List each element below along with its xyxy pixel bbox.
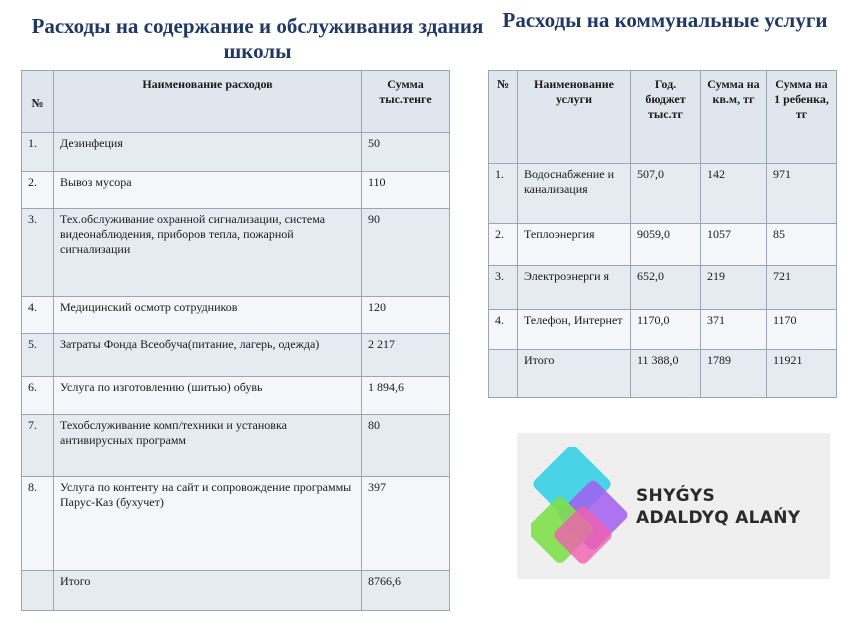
logo-mark-icon [531,447,631,565]
row-expense-name: Затраты Фонда Всеобуча(питание, лагерь, одежда) [54,334,362,377]
row-number: 7. [22,415,54,477]
table-row [22,415,450,477]
row-annual-budget: 1170,0 [631,310,701,350]
table-row [22,334,450,377]
row-expense-name: Услуга по контенту на сайт и сопровождение программы Парус-Каз (бухучет) [54,477,362,571]
header-annual-budget: Год. бюджет тыс.тг [631,71,701,164]
row-amount: 110 [362,172,450,209]
row-number: 1. [489,164,518,224]
row-number [22,571,54,611]
logo-line-2: ADALDYQ ALAŃY [636,508,801,528]
row-annual-budget: 9059,0 [631,224,701,266]
row-amount-per-child: 1170 [767,310,837,350]
table-total-row [489,350,837,398]
row-amount-per-sqm: 1789 [701,350,767,398]
row-amount-per-child: 85 [767,224,837,266]
row-amount: 2 217 [362,334,450,377]
row-amount-per-child: 971 [767,164,837,224]
logo-panel [517,433,830,579]
row-annual-budget: 11 388,0 [631,350,701,398]
row-number: 2. [489,224,518,266]
row-amount: 8766,6 [362,571,450,611]
row-amount-per-child: 11921 [767,350,837,398]
row-number: 4. [489,310,518,350]
row-annual-budget: 652,0 [631,266,701,310]
row-amount: 50 [362,133,450,172]
row-service-name: Телефон, Интернет [518,310,631,350]
table-row [22,297,450,334]
row-amount-per-sqm: 142 [701,164,767,224]
row-number: 3. [489,266,518,310]
row-number: 8. [22,477,54,571]
table-row [22,477,450,571]
table-header-row [22,71,450,133]
header-expense-name: Наименование расходов [54,71,362,133]
row-number: 5. [22,334,54,377]
table-row [489,164,837,224]
row-service-name: Водоснабжение и канализация [518,164,631,224]
row-number: 2. [22,172,54,209]
row-number: 4. [22,297,54,334]
header-amount-per-sqm: Сумма на кв.м, тг [701,71,767,164]
row-number: 1. [22,133,54,172]
table-row [489,224,837,266]
table-header-row [489,71,837,164]
table-row [489,310,837,350]
row-expense-name: Тех.обслуживание охранной сигнализации, система видеонаблюдения, приборов тепла, пожарной сигнализации [54,209,362,297]
logo-line-1: SHYǴYS [636,486,716,506]
header-amount: Сумма тыс.тенге [362,71,450,133]
row-amount-per-sqm: 1057 [701,224,767,266]
table-total-row [22,571,450,611]
row-amount: 1 894,6 [362,377,450,415]
row-number [489,350,518,398]
row-annual-budget: 507,0 [631,164,701,224]
row-expense-name: Дезинфеция [54,133,362,172]
row-amount-per-sqm: 371 [701,310,767,350]
row-amount: 397 [362,477,450,571]
row-expense-name: Медицинский осмотр сотрудников [54,297,362,334]
table-row [489,266,837,310]
row-amount-per-sqm: 219 [701,266,767,310]
header-service-name: Наименование услуги [518,71,631,164]
row-number: 3. [22,209,54,297]
table-row [22,133,450,172]
header-amount-per-child: Сумма на 1 ребенка, тг [767,71,837,164]
row-service-name: Итого [518,350,631,398]
table-row [22,172,450,209]
table-row [22,209,450,297]
school-maintenance-expenses-table [21,70,450,611]
row-amount: 90 [362,209,450,297]
row-number: 6. [22,377,54,415]
row-amount-per-child: 721 [767,266,837,310]
row-amount: 80 [362,415,450,477]
right-section-title: Расходы на коммунальные услуги [502,8,828,32]
header-number: № [489,71,518,164]
row-expense-name: Услуга по изготовлению (шитью) обувь [54,377,362,415]
row-service-name: Электроэнерги я [518,266,631,310]
table-row [22,377,450,415]
row-expense-name: Техобслуживание комп/техники и установка антивирусных программ [54,415,362,477]
utility-expenses-table [488,70,837,398]
header-number: № [22,71,54,133]
logo-wordmark [636,485,800,529]
left-section-title: Расходы на содержание и обслуживания здания школы [31,14,484,64]
row-service-name: Теплоэнергия [518,224,631,266]
row-expense-name: Вывоз мусора [54,172,362,209]
row-expense-name: Итого [54,571,362,611]
row-amount: 120 [362,297,450,334]
